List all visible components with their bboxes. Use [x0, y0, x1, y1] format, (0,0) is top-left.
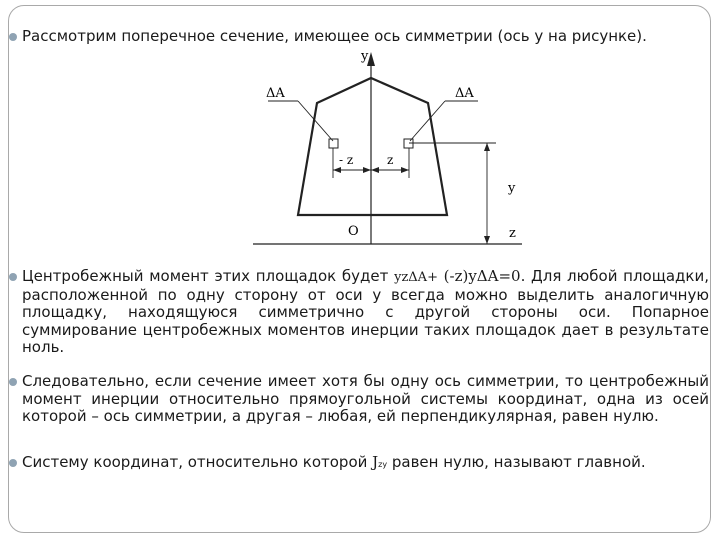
area-right-label: ΔA — [455, 86, 474, 101]
area-left-square — [329, 139, 338, 148]
dim-neg-z-label: - z — [339, 153, 354, 167]
bullet-1-text: Рассмотрим поперечное сечение, имеющее ось симметрии (ось y на рисунке). — [22, 27, 647, 45]
formula-yz-dA: yzΔA+ — [394, 270, 438, 285]
area-right-square — [404, 139, 413, 148]
bullet-3-text: Следовательно, если сечение имеет хотя бы одну ось симметрии, то центробежный момент инерции относительно прямоугольной системы координат, одна из осей которой – ось симметрии, а другая – любая, ей перпендикулярная, равен нулю. — [22, 372, 709, 425]
bullet-marker — [9, 378, 17, 386]
bullet-marker — [9, 459, 17, 467]
origin-label: O — [348, 224, 359, 239]
bullet-2-text: Центробежный момент этих площадок будет yzΔA+ (-z)yΔA=0. Для любой площадки, расположенной по одну сторону от оси y всегда можно выделить аналогичную площадку, находящуюся симметрично с другой стороны оси. Попарное суммирование центробежных моментов инерции таких площадок дает в результате ноль. — [22, 267, 709, 356]
dim-y-label: y — [508, 181, 516, 196]
cross-section-figure — [250, 40, 530, 255]
bullet-4-text: Систему координат, относительно которой Jzy равен нулю, называют главной. — [22, 453, 646, 471]
bullet-3 — [22, 373, 709, 426]
area-left-label: ΔA — [266, 86, 285, 101]
dim-z-label: z — [387, 153, 394, 167]
axis-z-label: z — [509, 226, 516, 241]
bullet-4 — [22, 454, 709, 474]
symbol-J-subscript: zy — [378, 460, 388, 469]
section-outline — [298, 78, 447, 215]
symbol-J: J — [372, 453, 379, 471]
bullet-marker — [9, 273, 17, 281]
formula-neg-z-y-dA: (-z)yΔA=0. — [443, 267, 526, 285]
axis-y-label: y — [361, 49, 369, 64]
area-right-leader — [410, 101, 445, 141]
bullet-marker — [9, 33, 17, 41]
bullet-2 — [22, 268, 709, 357]
